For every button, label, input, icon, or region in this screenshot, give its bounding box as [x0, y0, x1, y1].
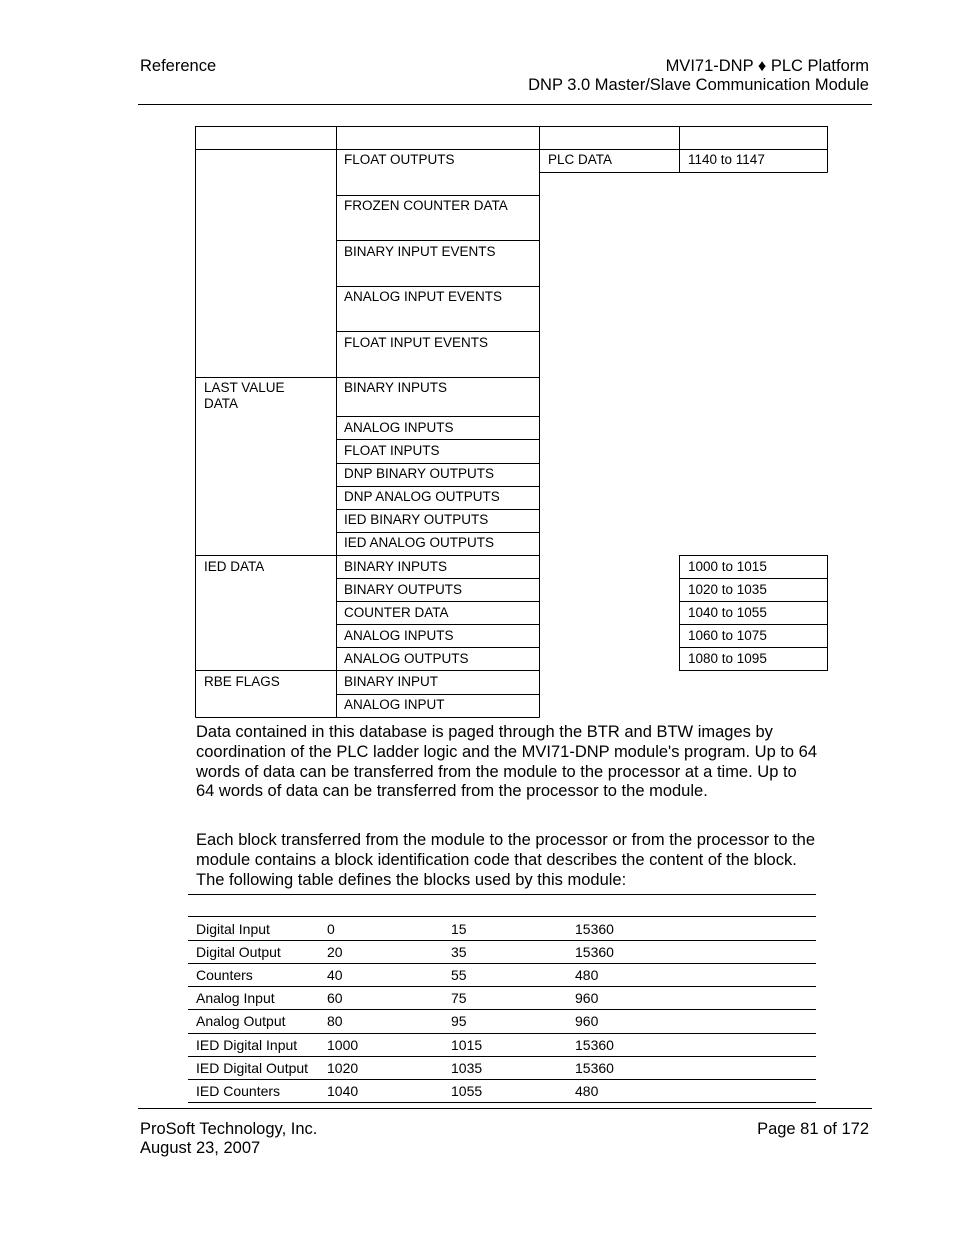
- block-name: Digital Input: [196, 921, 270, 937]
- block-end: 1015: [451, 1037, 483, 1053]
- block-row-rule: [188, 1079, 816, 1080]
- block-start: 20: [327, 944, 343, 960]
- block-count: 960: [575, 1013, 599, 1029]
- block-start: 80: [327, 1013, 343, 1029]
- data-table-type: PLC DATA: [548, 152, 613, 167]
- block-start: 1040: [327, 1083, 359, 1099]
- block-end: 1035: [451, 1060, 483, 1076]
- header-product: MVI71-DNP ♦ PLC Platform: [665, 57, 869, 75]
- data-table-item: DNP BINARY OUTPUTS: [344, 466, 495, 481]
- data-table-item: FROZEN COUNTER DATA: [344, 198, 508, 213]
- block-name: IED Digital Output: [196, 1060, 309, 1076]
- data-table-item: DNP ANALOG OUTPUTS: [344, 489, 500, 504]
- body-paragraph: Each block transferred from the module to the processor or from the processor to the module contains a block identification code that describes the content of the block. The following table defines the blocks used by this module:: [196, 831, 816, 889]
- block-name: Analog Input: [196, 990, 275, 1006]
- block-count: 480: [575, 967, 599, 983]
- block-row-rule: [188, 986, 816, 987]
- data-table-item: IED ANALOG OUTPUTS: [344, 535, 495, 550]
- block-count: 480: [575, 1083, 599, 1099]
- block-table-top-rule: [188, 894, 816, 895]
- data-table-item: IED BINARY OUTPUTS: [344, 512, 489, 527]
- footer-company: ProSoft Technology, Inc.: [140, 1120, 318, 1138]
- data-table-item: ANALOG INPUT: [344, 697, 445, 712]
- footer-rule: [138, 1108, 872, 1109]
- data-table-item: ANALOG INPUTS: [344, 628, 454, 643]
- header-section-title: Reference: [140, 57, 217, 75]
- block-name: IED Digital Input: [196, 1037, 298, 1053]
- block-count: 15360: [575, 944, 614, 960]
- footer-page-number: Page 81 of 172: [757, 1120, 869, 1138]
- data-table-item: BINARY OUTPUTS: [344, 582, 463, 597]
- block-row-rule: [188, 1056, 816, 1057]
- block-start: 1000: [327, 1037, 359, 1053]
- block-name: Analog Output: [196, 1013, 286, 1029]
- data-table-item: COUNTER DATA: [344, 605, 449, 620]
- data-table-range: 1060 to 1075: [688, 628, 767, 643]
- block-end: 15: [451, 921, 467, 937]
- data-table-item: BINARY INPUTS: [344, 559, 448, 574]
- data-table-range: 1140 to 1147: [688, 152, 765, 167]
- data-table-item: FLOAT INPUT EVENTS: [344, 335, 489, 350]
- data-table-group: DATA: [204, 396, 239, 411]
- data-table-range: 1040 to 1055: [688, 605, 767, 620]
- block-name: IED Counters: [196, 1083, 281, 1099]
- data-table-item: ANALOG INPUTS: [344, 420, 454, 435]
- block-end: 35: [451, 944, 467, 960]
- data-table-item: FLOAT INPUTS: [344, 443, 440, 458]
- block-end: 75: [451, 990, 467, 1006]
- block-count: 15360: [575, 921, 614, 937]
- block-end: 95: [451, 1013, 467, 1029]
- block-name: Digital Output: [196, 944, 281, 960]
- data-table-range: 1020 to 1035: [688, 582, 767, 597]
- data-table-group: IED DATA: [204, 559, 265, 574]
- data-table-item: BINARY INPUTS: [344, 380, 448, 395]
- block-row-rule: [188, 1033, 816, 1034]
- footer-date: August 23, 2007: [140, 1139, 261, 1157]
- block-count: 15360: [575, 1060, 614, 1076]
- data-table-group: LAST VALUE: [204, 380, 285, 395]
- data-table-item: FLOAT OUTPUTS: [344, 152, 455, 167]
- block-start: 0: [327, 921, 335, 937]
- block-count: 15360: [575, 1037, 614, 1053]
- block-name: Counters: [196, 967, 253, 983]
- block-end: 1055: [451, 1083, 483, 1099]
- block-start: 1020: [327, 1060, 359, 1076]
- block-row-rule: [188, 940, 816, 941]
- block-row-rule: [188, 963, 816, 964]
- header-module-title: DNP 3.0 Master/Slave Communication Module: [528, 76, 869, 94]
- data-table-range: 1080 to 1095: [688, 651, 767, 666]
- data-table-item: ANALOG INPUT EVENTS: [344, 289, 503, 304]
- body-paragraph: Data contained in this database is paged through the BTR and BTW images by coordination of the PLC ladder logic and the MVI71-DNP module's program. Up to 64 words of data can be transferred from the module to the processor at a time. Up to 64 words of data can be transferred from the processor to the module.: [196, 723, 818, 801]
- block-start: 60: [327, 990, 343, 1006]
- block-row-rule: [188, 1102, 816, 1103]
- block-count: 960: [575, 990, 599, 1006]
- block-end: 55: [451, 967, 467, 983]
- block-table-header-rule: [188, 916, 816, 917]
- data-table-item: BINARY INPUT EVENTS: [344, 244, 496, 259]
- data-table-item: BINARY INPUT: [344, 674, 439, 689]
- block-start: 40: [327, 967, 343, 983]
- data-table-range: 1000 to 1015: [688, 559, 767, 574]
- data-table-item: ANALOG OUTPUTS: [344, 651, 469, 666]
- data-table-group: RBE FLAGS: [204, 674, 280, 689]
- block-row-rule: [188, 1009, 816, 1010]
